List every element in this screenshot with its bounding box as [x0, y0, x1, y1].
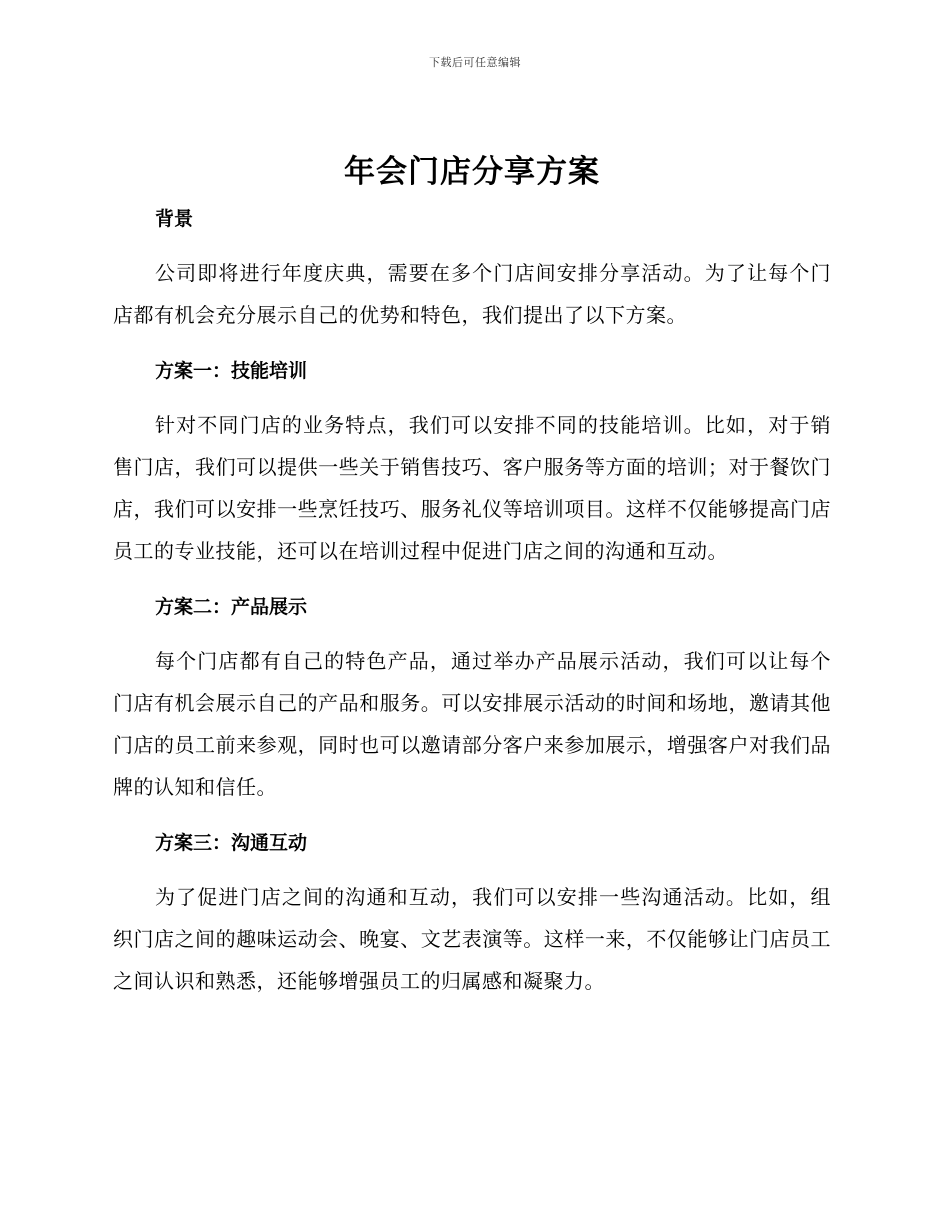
section-heading: 背景 [155, 208, 194, 230]
section-heading: 方案三：沟通互动 [155, 832, 308, 854]
section-paragraph: 公司即将进行年度庆典，需要在多个门店间安排分享活动。为了让每个门店都有机会充分展示自己的优势和特色，我们提出了以下方案。 [113, 261, 831, 327]
header-note: 下载后可任意编辑 [429, 56, 521, 69]
section-plan-three [113, 822, 831, 1002]
section-paragraph: 为了促进门店之间的沟通和互动，我们可以安排一些沟通活动。比如，组织门店之间的趣味运动会、晚宴、文艺表演等。这样一来，不仅能够让门店员工之间认识和熟悉，还能够增强员工的归属感和凝聚力。 [113, 885, 831, 993]
section-plan-one [113, 350, 831, 572]
section-plan-two [113, 586, 831, 808]
section-heading: 方案二：产品展示 [155, 596, 308, 618]
section-paragraph: 每个门店都有自己的特色产品，通过举办产品展示活动，我们可以让每个门店有机会展示自己的产品和服务。可以安排展示活动的时间和场地，邀请其他门店的员工前来参观，同时也可以邀请部分客户来参加展示，增强客户对我们品牌的认知和信任。 [113, 649, 831, 799]
section-background [113, 198, 831, 336]
section-heading: 方案一：技能培训 [155, 360, 308, 382]
document-content [113, 146, 831, 1016]
document-title: 年会门店分享方案 [344, 154, 600, 190]
section-paragraph: 针对不同门店的业务特点，我们可以安排不同的技能培训。比如，对于销售门店，我们可以提供一些关于销售技巧、客户服务等方面的培训；对于餐饮门店，我们可以安排一些烹饪技巧、服务礼仪等培训项目。这样不仅能够提高门店员工的专业技能，还可以在培训过程中促进门店之间的沟通和互动。 [113, 413, 831, 563]
